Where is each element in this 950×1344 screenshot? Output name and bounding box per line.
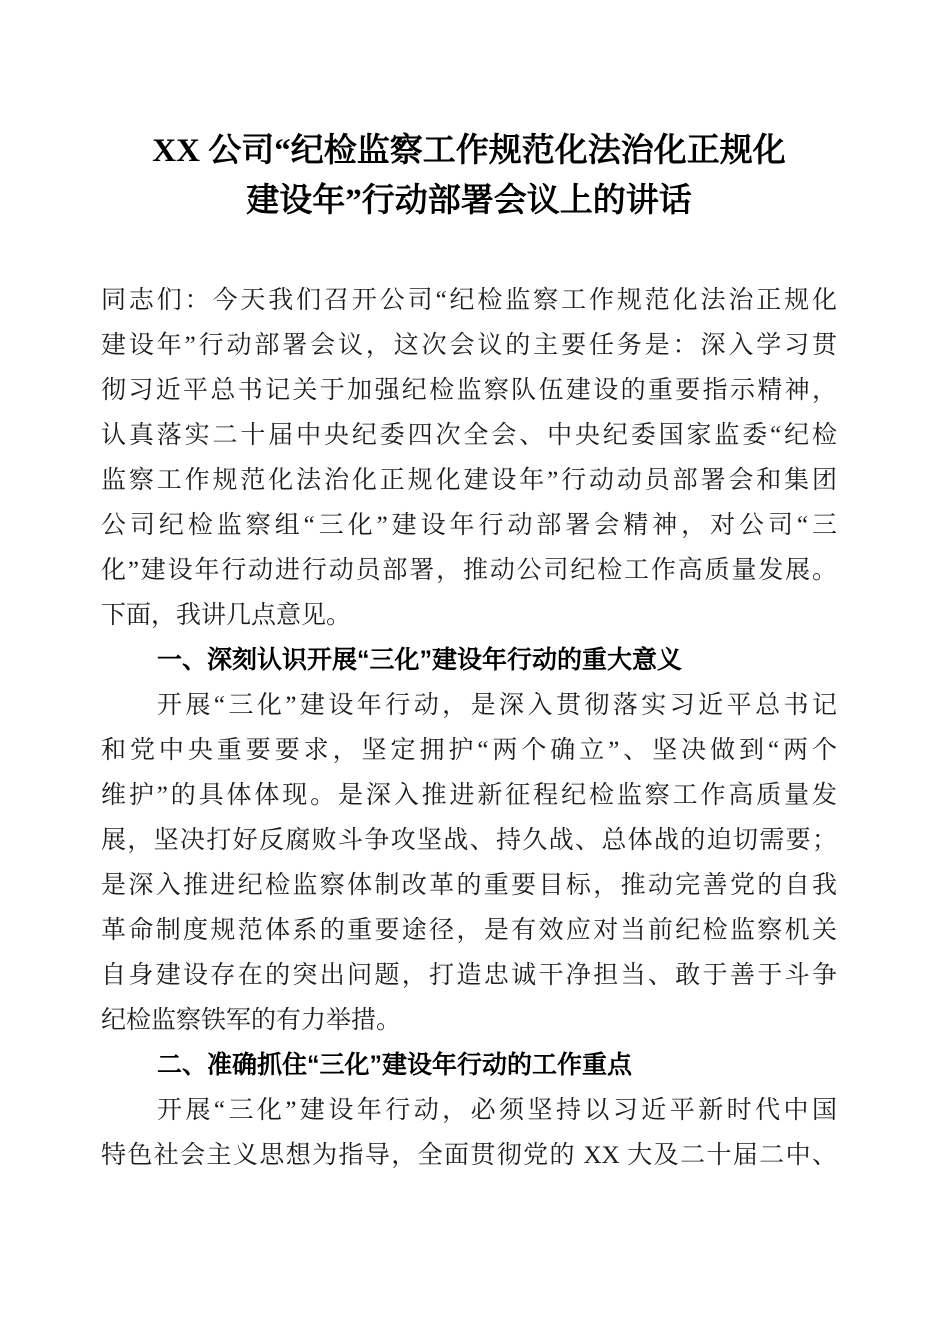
paragraph-line: 公司纪检监察组“三化”建设年行动部署会精神，对公司“三 [101, 512, 837, 539]
paragraph-line: 监察工作规范化法治化正规化建设年”行动动员部署会和集团 [101, 467, 837, 494]
paragraph-line: 同志们：今天我们召开公司“纪检监察工作规范化法治正规化 [101, 287, 837, 314]
paragraph-line: 特色社会主义思想为指导，全面贯彻党的 XX 大及二十届二中、 [101, 1142, 837, 1169]
paragraph-line: 化”建设年行动进行动员部署，推动公司纪检工作高质量发展。 [101, 557, 837, 584]
paragraph-line: 建设年”行动部署会议，这次会议的主要任务是：深入学习贯 [101, 332, 837, 359]
paragraph-line: 是深入推进纪检监察体制改革的重要目标，推动完善党的自我 [101, 872, 837, 899]
paragraph-line: 革命制度规范体系的重要途径，是有效应对当前纪检监察机关 [101, 917, 837, 944]
paragraph-line: 彻习近平总书记关于加强纪检监察队伍建设的重要指示精神， [101, 377, 837, 404]
document-title [101, 126, 837, 226]
paragraph-line: 认真落实二十届中央纪委四次全会、中央纪委国家监委“纪检 [101, 422, 837, 449]
paragraph-line: 开展“三化”建设年行动，是深入贯彻落实习近平总书记 [157, 692, 837, 719]
paragraph-line: 纪检监察铁军的有力举措。 [101, 1007, 402, 1034]
section-heading: 二、准确抓住“三化”建设年行动的工作重点 [157, 1051, 633, 1079]
section-heading: 一、深刻认识开展“三化”建设年行动的重大意义 [157, 646, 683, 674]
paragraph-line: 自身建设存在的突出问题，打造忠诚干净担当、敢于善于斗争 [101, 962, 837, 989]
paragraph-line: 维护”的具体体现。是深入推进新征程纪检监察工作高质量发 [101, 782, 837, 809]
paragraph-line: 和党中央重要要求，坚定拥护“两个确立”、坚决做到“两个 [101, 737, 837, 764]
title-line-2: 建设年”行动部署会议上的讲话 [246, 183, 692, 219]
title-line-1: XX 公司“纪检监察工作规范化法治化正规化 [152, 133, 786, 169]
document-body [101, 278, 837, 1178]
paragraph-line: 下面，我讲几点意见。 [101, 602, 352, 629]
paragraph-line: 展，坚决打好反腐败斗争攻坚战、持久战、总体战的迫切需要； [101, 827, 837, 854]
paragraph-line: 开展“三化”建设年行动，必须坚持以习近平新时代中国 [157, 1097, 837, 1124]
